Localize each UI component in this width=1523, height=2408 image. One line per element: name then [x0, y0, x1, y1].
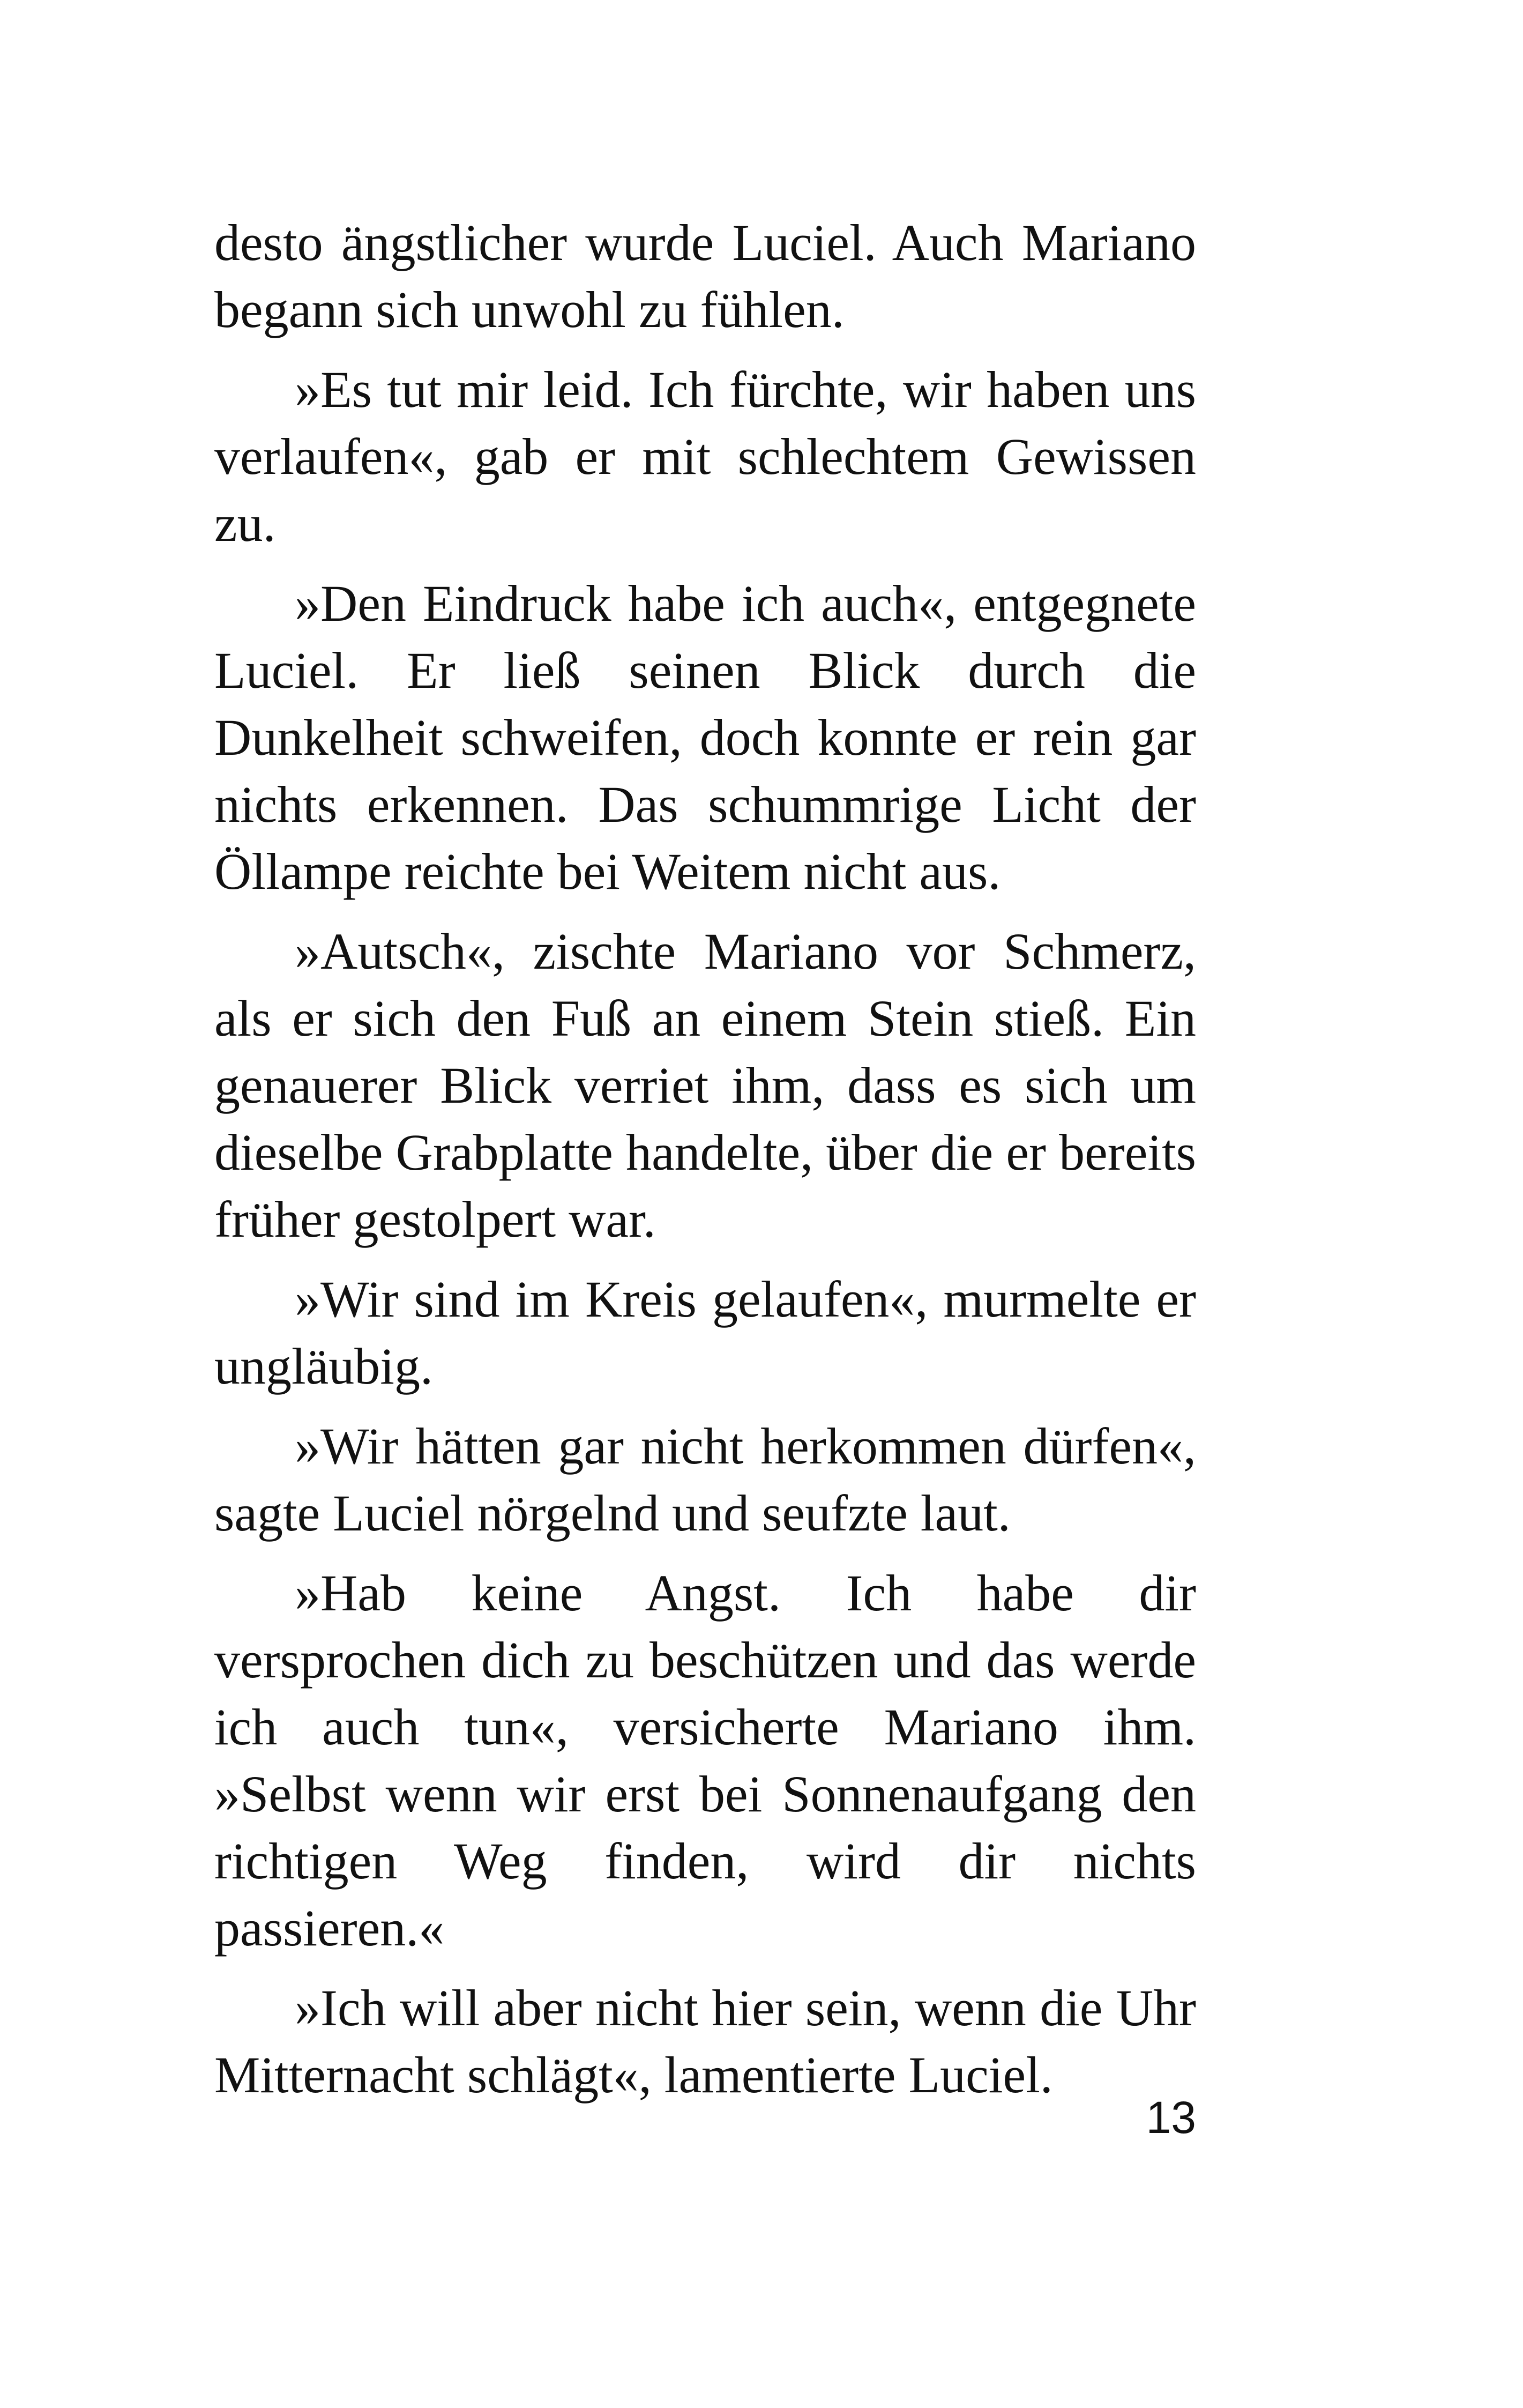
paragraph-3: »Den Eindruck habe ich auch«, entgegnete Luciel. Er ließ seinen Blick durch die Dunkelheit schweifen, doch konnte er rein gar nichts erkennen. Das schummrige Licht der Öllampe reichte bei Weitem nicht aus.	[214, 575, 1196, 900]
paragraph-7: »Hab keine Angst. Ich habe dir versprochen dich zu beschützen und das werde ich auch tun«, versicherte Mariano ihm. »Selbst wenn wir erst bei Sonnenaufgang den richtigen Weg finden, wird dir nichts passieren.«	[214, 1564, 1196, 1957]
paragraph-1: desto ängstlicher wurde Luciel. Auch Mariano begann sich unwohl zu fühlen.	[214, 214, 1196, 338]
body-text	[214, 209, 1196, 2121]
paragraph-2: »Es tut mir leid. Ich fürchte, wir haben uns verlaufen«, gab er mit schlechtem Gewissen zu.	[214, 361, 1196, 552]
paragraph-8: »Ich will aber nicht hier sein, wenn die Uhr Mitternacht schlägt«, lamentierte Luciel.	[214, 1979, 1196, 2104]
paragraph-4: »Autsch«, zischte Mariano vor Schmerz, als er sich den Fuß an einem Stein stieß. Ein genauerer Blick verriet ihm, dass es sich um dieselbe Grabplatte handelte, über die er bereits früher gestolpert war.	[214, 923, 1196, 1248]
paragraph-5: »Wir sind im Kreis gelaufen«, murmelte er ungläubig.	[214, 1270, 1196, 1395]
paragraph-6: »Wir hätten gar nicht herkommen dürfen«, sagte Luciel nörgelnd und seufzte laut.	[214, 1417, 1196, 1542]
page-number: 13	[1146, 2092, 1196, 2143]
